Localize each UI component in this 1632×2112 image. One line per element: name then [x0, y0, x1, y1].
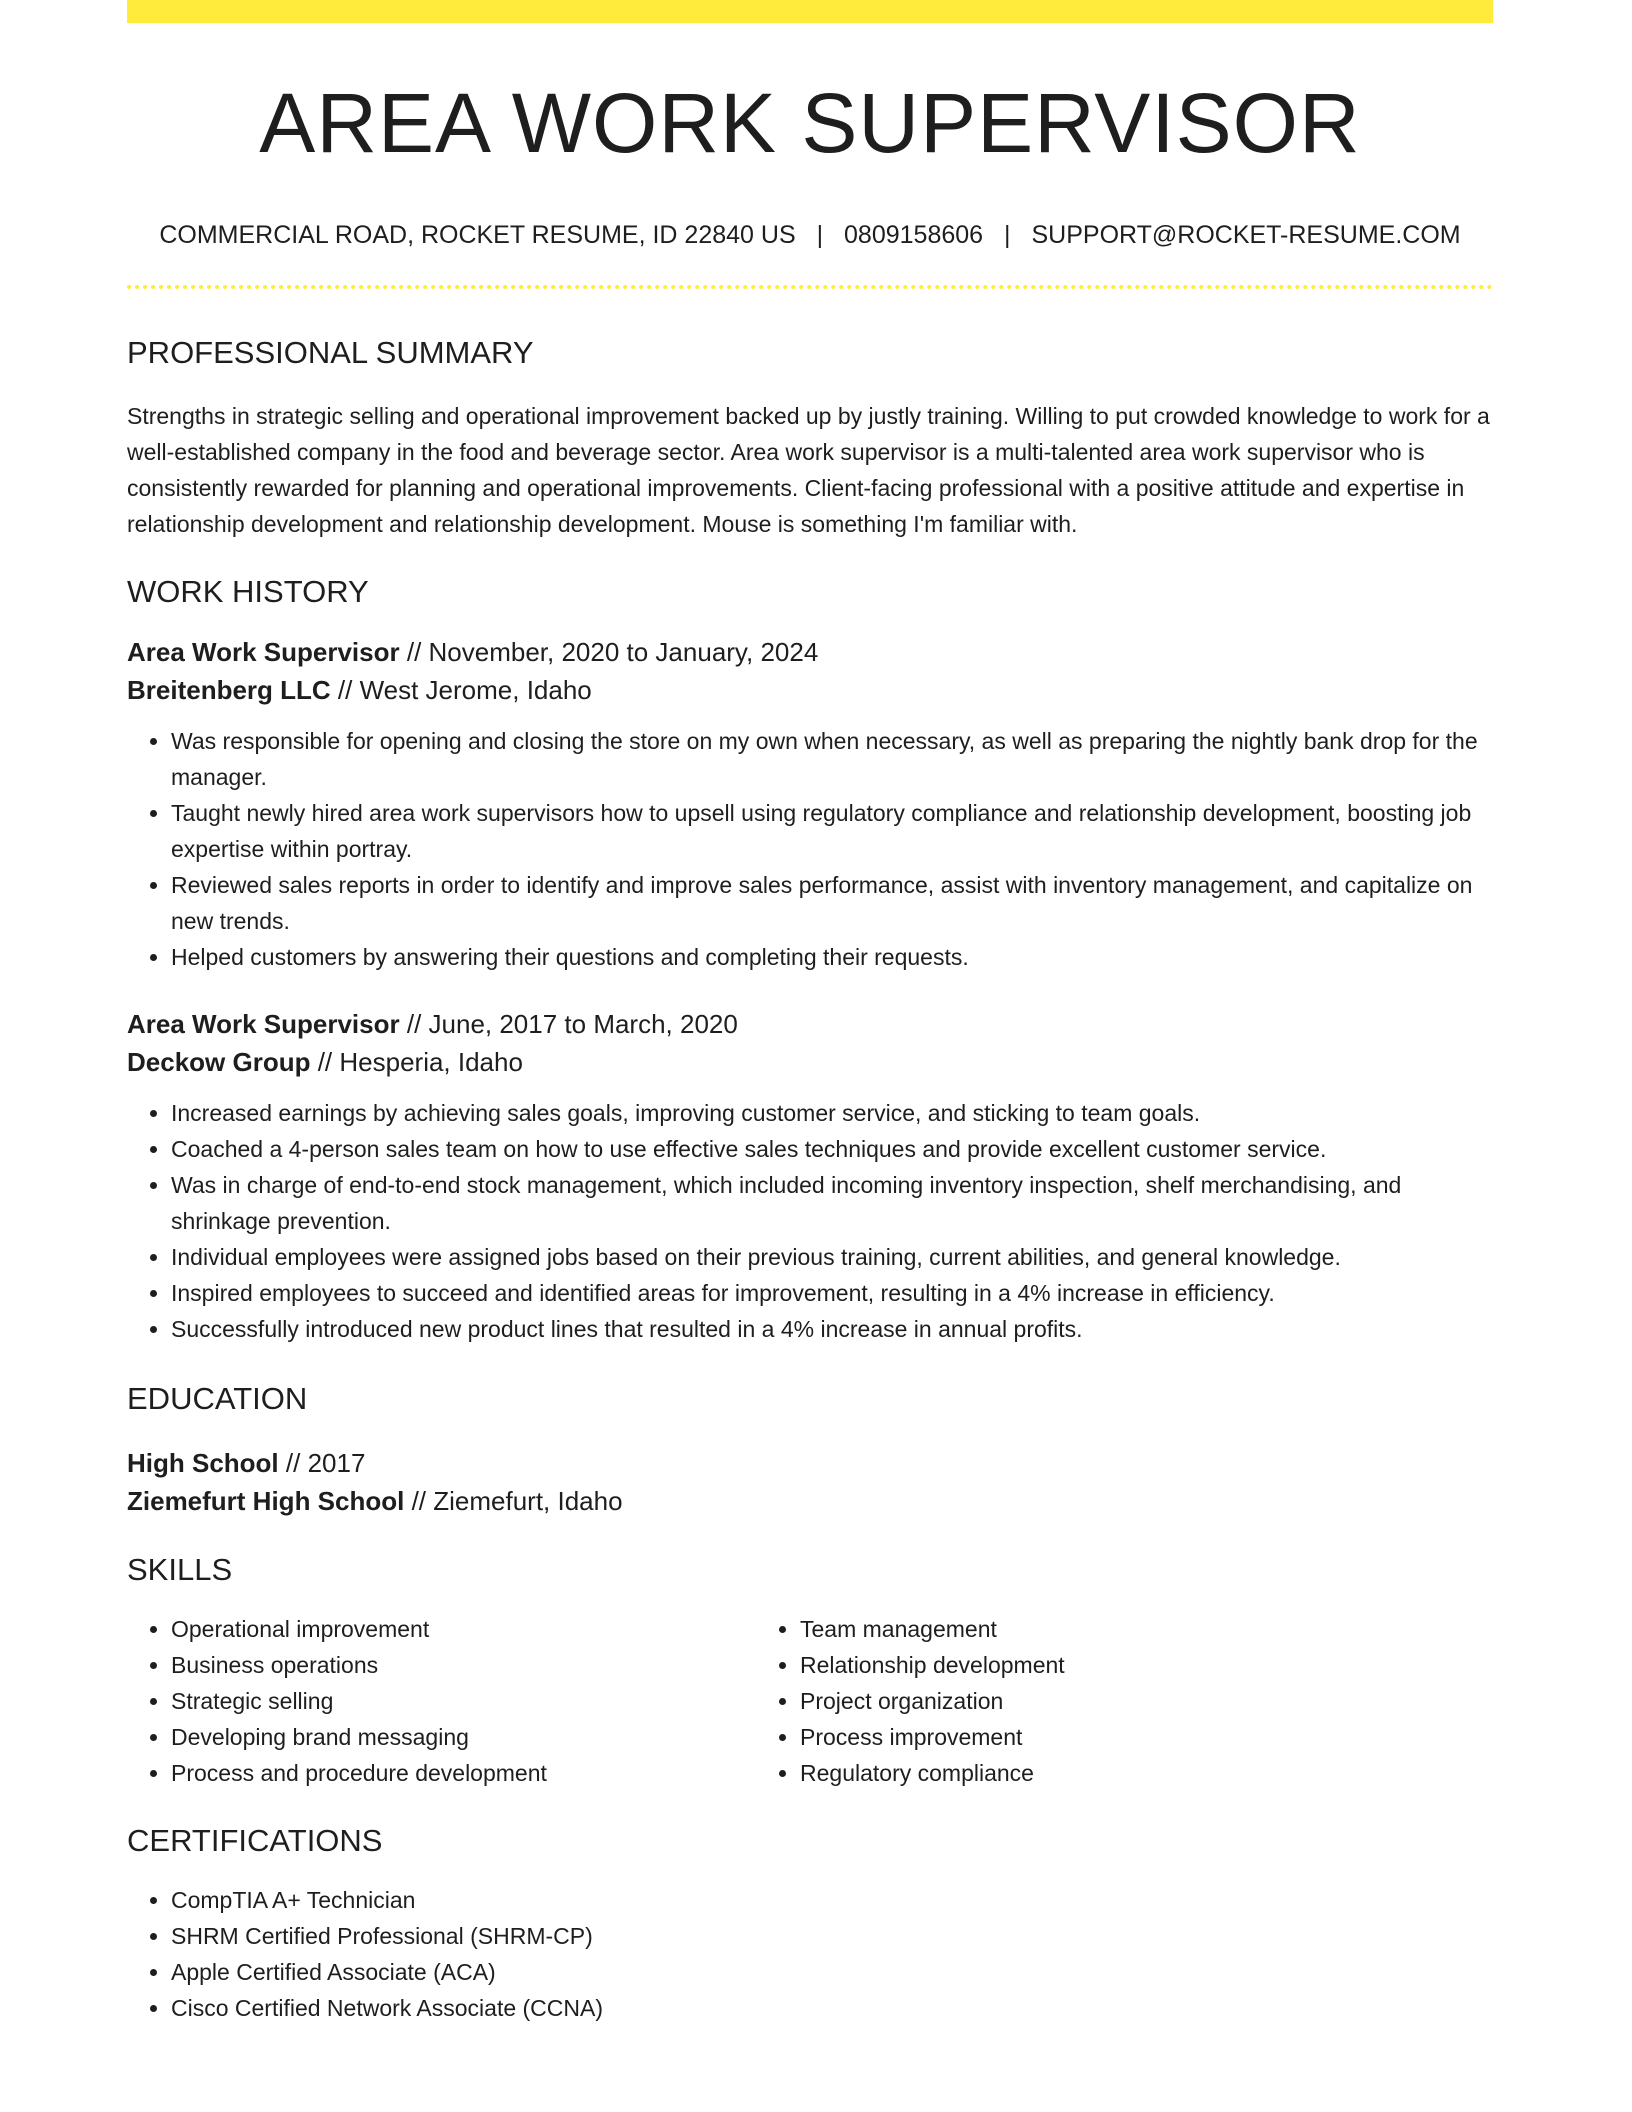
job-company-line: [127, 671, 1493, 709]
list-item: • Developing brand messaging: [171, 1719, 756, 1755]
contact-separator: |: [816, 221, 824, 249]
list-item: • Strategic selling: [171, 1683, 756, 1719]
job-company: Breitenberg LLC: [127, 675, 331, 705]
section-title-education: EDUCATION: [127, 1381, 308, 1416]
list-item: • Apple Certified Associate (ACA): [171, 1954, 1493, 1990]
list-item: • Operational improvement: [171, 1611, 756, 1647]
resume-name: AREA WORK SUPERVISOR: [259, 76, 1361, 170]
certifications-list: [127, 1882, 1493, 2026]
education-degree: High School: [127, 1448, 279, 1478]
list-item: • CompTIA A+ Technician: [171, 1882, 1493, 1918]
section-title-summary: PROFESSIONAL SUMMARY: [127, 335, 534, 370]
job-bullets: [127, 1095, 1493, 1347]
job-company-line: [127, 1043, 1493, 1081]
list-item: • Was in charge of end-to-end stock management, which included incoming inventory inspection, shelf merchandising, and shrinkage prevention.: [171, 1167, 1493, 1239]
list-item: • SHRM Certified Professional (SHRM-CP): [171, 1918, 1493, 1954]
skills-list-right: [756, 1611, 1385, 1791]
list-item: • Increased earnings by achieving sales goals, improving customer service, and sticking to team goals.: [171, 1095, 1493, 1131]
education-school: Ziemefurt High School: [127, 1486, 405, 1516]
list-item: • Relationship development: [800, 1647, 1385, 1683]
resume-page: [127, 0, 1493, 2026]
education-year: // 2017: [278, 1448, 366, 1478]
list-item: • Inspired employees to succeed and identified areas for improvement, resulting in a 4% increase in efficiency.: [171, 1275, 1493, 1311]
skills-list-left: [127, 1611, 756, 1791]
contact-address: COMMERCIAL ROAD, ROCKET RESUME, ID 22840 US: [159, 221, 796, 249]
job-location: // West Jerome, Idaho: [330, 675, 592, 705]
list-item: • Regulatory compliance: [800, 1755, 1385, 1791]
list-item: • Individual employees were assigned jobs based on their previous training, current abilities, and general knowledge.: [171, 1239, 1493, 1275]
education-location: // Ziemefurt, Idaho: [404, 1486, 623, 1516]
job-dates: // June, 2017 to March, 2020: [399, 1009, 738, 1039]
job-dates: // November, 2020 to January, 2024: [399, 637, 819, 667]
job-location: // Hesperia, Idaho: [310, 1047, 523, 1077]
accent-top-bar: [127, 0, 1493, 23]
list-item: • Coached a 4-person sales team on how to use effective sales techniques and provide excellent customer service.: [171, 1131, 1493, 1167]
contact-separator: |: [1004, 221, 1011, 249]
dotted-divider: [127, 285, 1493, 289]
list-item: • Process and procedure development: [171, 1755, 756, 1791]
list-item: • Project organization: [800, 1683, 1385, 1719]
list-item: • Process improvement: [800, 1719, 1385, 1755]
job-title-line: [127, 633, 1493, 671]
education-degree-line: [127, 1444, 1493, 1482]
summary-text: Strengths in strategic selling and operational improvement backed up by justly training. Willing to put crowded knowledge to work for a well-established company in the food and beverage sector. Area work supervisor is a multi-talented area work supervisor who is consistently rewarded for planning and operational improvements. Client-facing professional with a positive attitude and expertise in relationship development and relationship development. Mouse is something I'm familiar with.: [127, 403, 1490, 537]
job-role: Area Work Supervisor: [127, 637, 400, 667]
section-title-certifications: CERTIFICATIONS: [127, 1823, 383, 1858]
list-item: • Reviewed sales reports in order to identify and improve sales performance, assist with inventory management, and capitalize on new trends.: [171, 867, 1493, 939]
list-item: • Taught newly hired area work supervisors how to upsell using regulatory compliance and relationship development, boosting job expertise within portray.: [171, 795, 1493, 867]
education-school-line: [127, 1482, 1493, 1520]
skills-columns: [127, 1611, 1493, 1791]
list-item: • Successfully introduced new product lines that resulted in a 4% increase in annual profits.: [171, 1311, 1493, 1347]
contact-email: SUPPORT@ROCKET-RESUME.COM: [1031, 221, 1461, 249]
list-item: • Was responsible for opening and closing the store on my own when necessary, as well as preparing the nightly bank drop for the manager.: [171, 723, 1493, 795]
list-item: • Team management: [800, 1611, 1385, 1647]
job-bullets: [127, 723, 1493, 975]
list-item: • Cisco Certified Network Associate (CCNA): [171, 1990, 1493, 2026]
contact-line: [127, 223, 1493, 248]
job-title-line: [127, 1005, 1493, 1043]
section-title-work-history: WORK HISTORY: [127, 574, 369, 609]
job-company: Deckow Group: [127, 1047, 311, 1077]
job-role: Area Work Supervisor: [127, 1009, 400, 1039]
contact-phone: 0809158606: [844, 221, 984, 249]
section-title-skills: SKILLS: [127, 1552, 233, 1587]
list-item: • Business operations: [171, 1647, 756, 1683]
list-item: • Helped customers by answering their questions and completing their requests.: [171, 939, 1493, 975]
